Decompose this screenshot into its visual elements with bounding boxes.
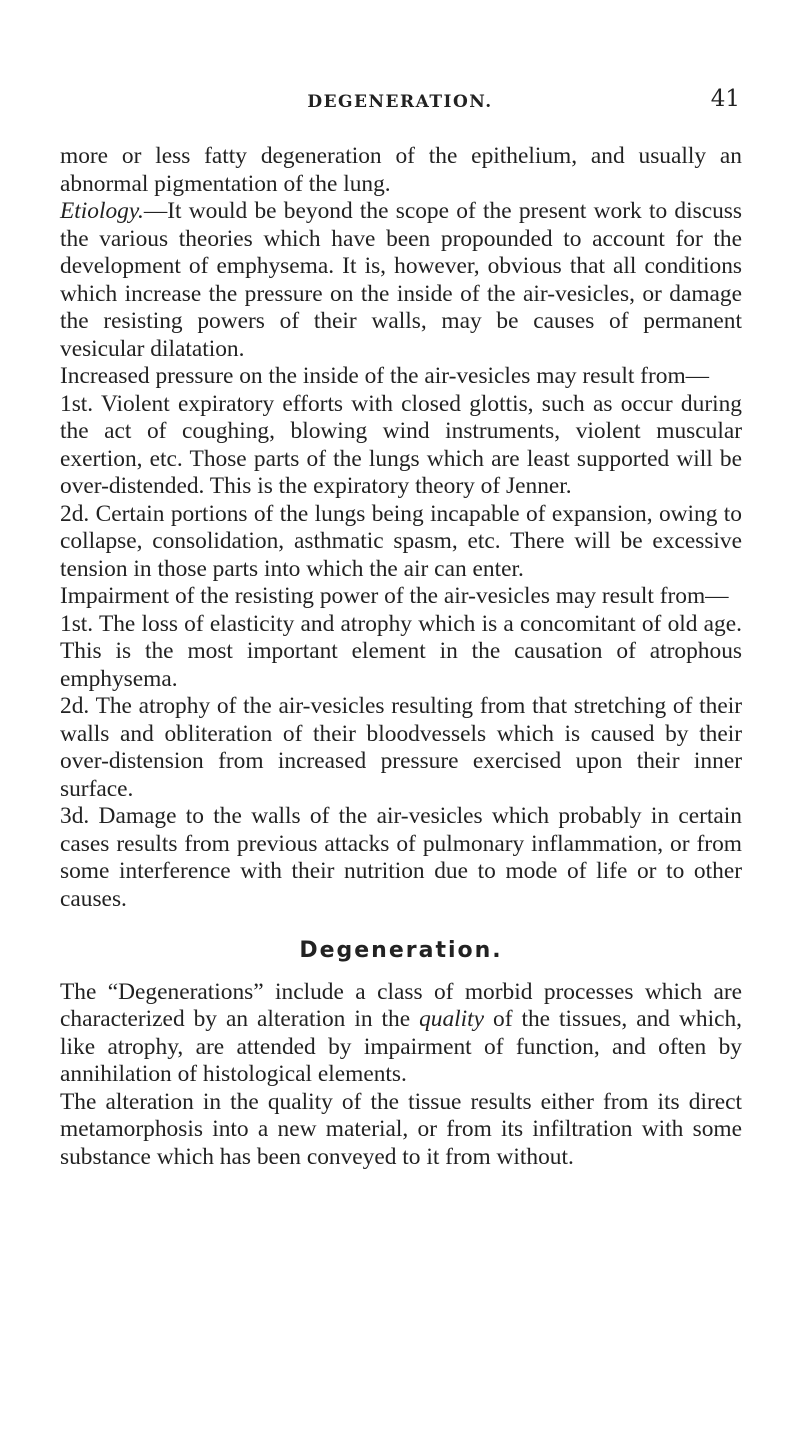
paragraph: Impairment of the resisting power of the air-vesicles may result from— [60, 583, 729, 609]
paragraph: 1st. Violent expiratory efforts with closed glottis, such as occur during the act of coughing, blowing wind instruments, violent muscular exertion, etc. Those parts of the lungs which are least supported will be over-distended. This is the expiratory theory of Jenner. [60, 390, 742, 499]
page-number: 41 [710, 86, 740, 112]
section-text-before: The “Degenerations” include a class of morbid processes which are characterized by an alteration in the [60, 978, 742, 1032]
emphasis-quality: quality [419, 1006, 485, 1032]
body-text [60, 143, 742, 1171]
section-text-after: of the tissues, and which, like atrophy, are attended by impairment of function, and often by annihilation of histological elements. [60, 1006, 742, 1087]
section-paragraph [60, 979, 742, 1089]
paragraph: 3d. Damage to the walls of the air-vesicles which probably in certain cases results from previous attacks of pulmonary inflammation, or from some interference with their nutrition due to mode of life or to other causes. [60, 803, 742, 912]
paragraph-etiology [60, 198, 742, 363]
paragraph: 2d. Certain portions of the lungs being incapable of expansion, owing to collapse, consolidation, asthmatic spasm, etc. There will be excessive tension in those parts into which the air can enter. [60, 500, 742, 582]
running-head [60, 86, 740, 120]
section-heading: Degeneration. [299, 938, 503, 963]
running-title: DEGENERATION. [307, 92, 493, 112]
etiology-text: —It would be beyond the scope of the present work to discuss the various theories which have been propounded to account for the development of emphysema. It is, however, obvious that all conditions which increase the pressure on the inside of the air-vesicles, or damage the resisting powers of their walls, may be causes of permanent vesicular dilatation. [60, 198, 742, 362]
paragraph: 2d. The atrophy of the air-vesicles resulting from that stretching of their walls and obliteration of their bloodvessels which is caused by their over-distension from increased pressure exercised upon their inner surface. [60, 693, 742, 802]
paragraph: more or less fatty degeneration of the epithelium, and usually an abnormal pigmentation of the lung. [60, 143, 742, 197]
paragraph: Increased pressure on the inside of the air-vesicles may result from— [60, 363, 710, 389]
etiology-label: Etiology. [60, 198, 144, 224]
section-paragraph: The alteration in the quality of the tissue results either from its direct metamorphosis into a new material, or from its infiltration with some substance which has been conveyed to it from without. [60, 1088, 742, 1170]
paragraph: 1st. The loss of elasticity and atrophy which is a concomitant of old age. This is the most important element in the causation of atrophous emphysema. [60, 610, 742, 692]
